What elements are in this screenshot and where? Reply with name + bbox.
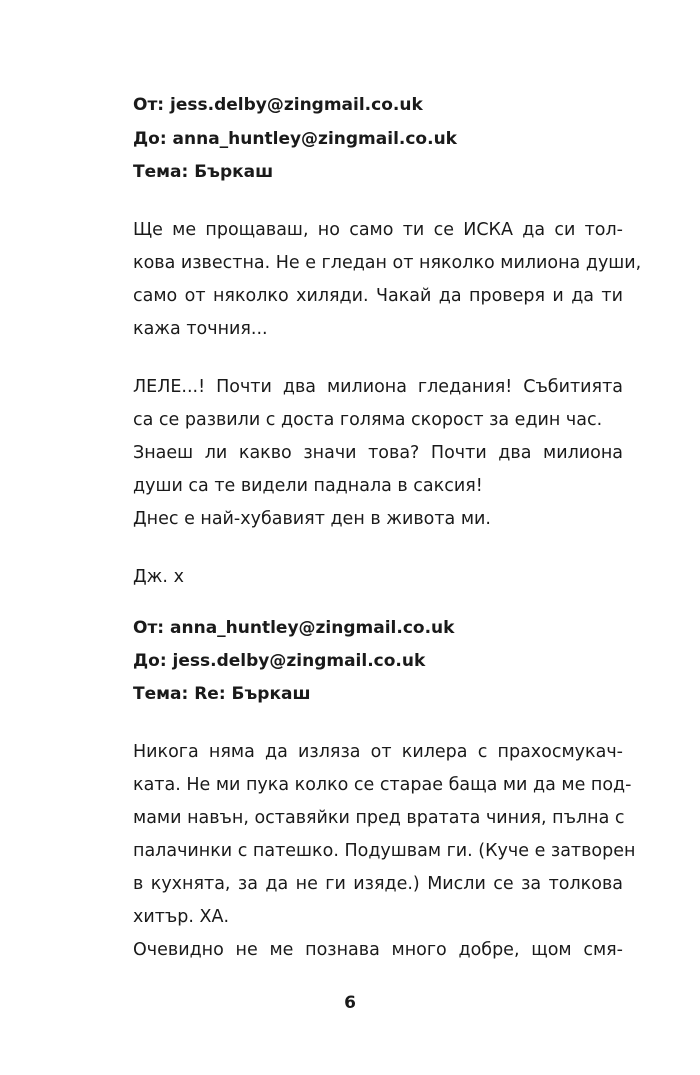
email1-body-line: Знаеш ли какво значи това? Почти два милиона	[133, 443, 623, 463]
email1-body-line: са се развили с доста голяма скорост за един час.	[133, 410, 603, 430]
email2-body-line: ката. Не ми пука колко се старае баща ми да ме под-	[133, 775, 632, 795]
email1-subject: Тема: Бъркаш	[133, 162, 274, 182]
email2-body-line: в кухнята, за да не ги изяде.) Мисли се за толкова	[133, 874, 623, 894]
email1-body-line: кажа точния...	[133, 319, 268, 339]
email1-from: От: jess.delby@zingmail.co.uk	[133, 95, 423, 115]
email2-body-line: мами навън, оставяйки пред вратата чиния, пълна с	[133, 808, 625, 828]
email2-to: До: jess.delby@zingmail.co.uk	[133, 651, 426, 671]
email1-body-line: кова известна. Не е гледан от няколко милиона души,	[133, 253, 642, 273]
email2-subject: Тема: Re: Бъркаш	[133, 684, 311, 704]
email2-body-line: Никога няма да изляза от килера с прахосмукач-	[133, 742, 623, 762]
email1-body-line: само от няколко хиляди. Чакай да проверя и да ти	[133, 286, 623, 306]
email1-body-line: души са те видели паднала в саксия!	[133, 476, 483, 496]
email1-body-line: ЛЕЛЕ...! Почти два милиона гледания! Събитията	[133, 377, 623, 397]
email2-from: От: anna_huntley@zingmail.co.uk	[133, 618, 455, 638]
email2-body-line: хитър. ХА.	[133, 907, 230, 927]
email1-body-line: Днес е най-хубавият ден в живота ми.	[133, 509, 491, 529]
email2-body-line: палачинки с патешко. Подушвам ги. (Куче е затворен	[133, 841, 636, 861]
email1-to: До: anna_huntley@zingmail.co.uk	[133, 129, 457, 149]
email1-body-line: Ще ме прощаваш, но само ти се ИСКА да си тол-	[133, 220, 623, 240]
page-number: 6	[344, 993, 356, 1013]
email2-body-line: Очевидно не ме познава много добре, щом смя-	[133, 940, 623, 960]
email1-signature: Дж. х	[133, 567, 184, 587]
